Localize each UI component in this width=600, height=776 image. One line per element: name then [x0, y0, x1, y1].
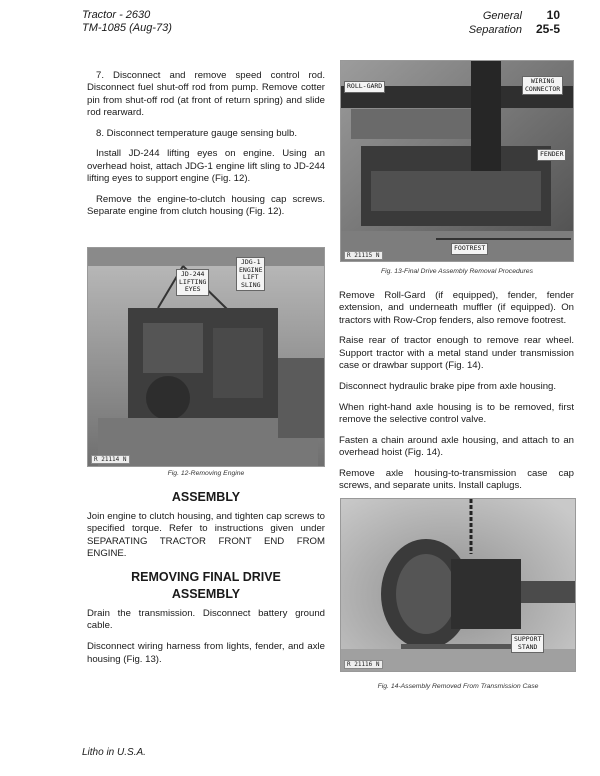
fasten-chain-paragraph: Fasten a chain around axle housing, and attach to an overhead hoist (Fig. 14). — [339, 434, 574, 458]
fender-label: FENDER — [537, 149, 566, 161]
final-drive-heading-line1: REMOVING FINAL DRIVE — [131, 570, 281, 585]
assembly-heading: ASSEMBLY — [171, 490, 241, 504]
figure-12-plate: R 21114 N — [91, 455, 130, 464]
left-column-top — [87, 70, 325, 227]
section-line — [469, 9, 560, 23]
page-number: 25-5 — [535, 22, 560, 36]
figure-12-photo — [87, 247, 325, 467]
section-number: 10 — [546, 8, 560, 22]
remove-cap-screws-paragraph: Remove axle housing-to-transmission case cap screws, and separate units. Install caplugs. — [339, 467, 574, 492]
join-engine-paragraph: Join engine to clutch housing, and tighten cap screws to specified torque. Refer to instructions given under SEPARATING TRACTOR FRONT END FROM ENGINE. — [87, 511, 325, 559]
page-header-right — [469, 9, 560, 37]
figure-14-plate: R 21116 N — [344, 660, 383, 669]
figure-13-photo — [340, 60, 574, 262]
remove-roll-gard-paragraph: Remove Roll-Gard (if equipped), fender, fender extension, and underneath muffler (if equipped). On tractors with Row-Crop fenders, also remove footrest. — [339, 290, 574, 326]
figure-12-caption: Fig. 12-Removing Engine — [167, 470, 245, 477]
support-stand-label: SUPPORT STAND — [511, 634, 544, 653]
left-column-bottom — [87, 488, 325, 674]
final-drive-heading-line2: ASSEMBLY — [171, 587, 241, 602]
step-7-paragraph: 7. Disconnect and remove speed control rod. Disconnect fuel shut-off rod from pump. Remove cotter pin from shut-off rod (at front of return spring) and slide rod rearward. — [87, 70, 325, 118]
raise-tractor-paragraph: Raise rear of tractor enough to remove rear wheel. Support tractor with a metal stand under transmission case or drawbar support (Fig. 14). — [339, 335, 574, 371]
figure-13-caption: Fig. 13-Final Drive Assembly Removal Procedures — [381, 268, 533, 275]
right-column — [339, 290, 574, 501]
manual-title: Tractor - 2630 — [82, 9, 151, 21]
drain-transmission-paragraph: Drain the transmission. Disconnect battery ground cable. — [87, 608, 325, 632]
section-title: General — [482, 10, 522, 22]
jdg1-label: JDG-1 ENGINE LIFT SLING — [236, 257, 265, 291]
manual-number: TM-1085 (Aug-73) — [82, 22, 172, 34]
jd244-label: JD-244 LIFTING EYES — [176, 269, 209, 296]
lifting-eyes-paragraph: Install JD-244 lifting eyes on engine. Using an overhead hoist, attach JDG-1 engine lift sling to JD-244 lifting eyes to support engine (Fig. 12). — [87, 148, 325, 185]
separate-engine-paragraph: Remove the engine-to-clutch housing cap screws. Separate engine from clutch housing (Fig. 12). — [87, 193, 325, 218]
figure-14-photo — [340, 498, 576, 672]
footrest-label: FOOTREST — [451, 243, 488, 255]
figure-14-caption: Fig. 14-Assembly Removed From Transmission Case — [377, 683, 539, 690]
group-title: Separation — [468, 24, 522, 36]
disconnect-wiring-paragraph: Disconnect wiring harness from lights, fender, and axle housing (Fig. 13). — [87, 641, 325, 665]
roll-gard-label: ROLL-GARD — [344, 81, 385, 93]
page-footer: Litho in U.S.A. — [82, 747, 146, 758]
group-line — [469, 23, 560, 37]
wiring-connector-label: WIRING CONNECTOR — [522, 76, 563, 95]
page-header-left — [82, 9, 172, 35]
brake-pipe-paragraph: Disconnect hydraulic brake pipe from axle housing. — [339, 380, 557, 392]
figure-13-plate: R 21115 N — [344, 251, 383, 260]
control-valve-paragraph: When right-hand axle housing is to be removed, first remove the selective control valve. — [339, 401, 574, 425]
step-8-paragraph: 8. Disconnect temperature gauge sensing bulb. — [96, 127, 298, 139]
